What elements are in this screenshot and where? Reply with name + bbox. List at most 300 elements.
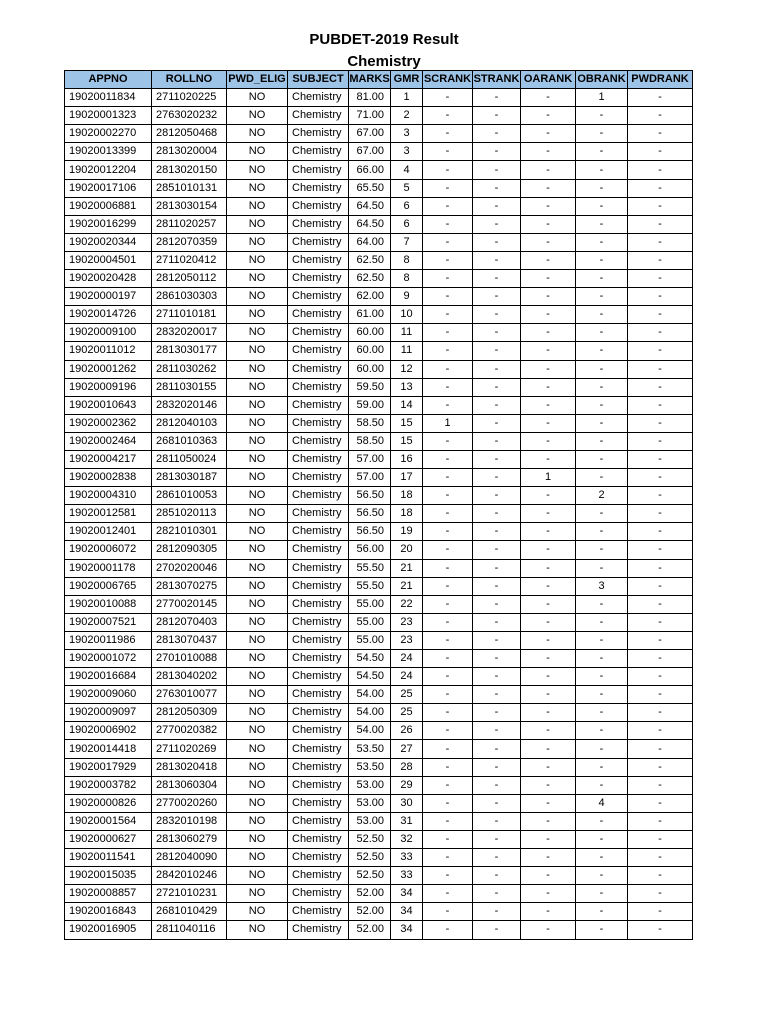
table-row bbox=[65, 668, 693, 686]
cell-appno: 19020009196 bbox=[65, 378, 152, 396]
column-header-marks: MARKS bbox=[349, 71, 391, 89]
cell-rollno: 2812050112 bbox=[152, 270, 227, 288]
cell-marks: 55.50 bbox=[349, 559, 391, 577]
cell-obrank: - bbox=[576, 812, 628, 830]
cell-gmr: 6 bbox=[391, 197, 423, 215]
table-row bbox=[65, 523, 693, 541]
cell-scrank: - bbox=[423, 631, 473, 649]
cell-gmr: 29 bbox=[391, 776, 423, 794]
cell-scrank: - bbox=[423, 306, 473, 324]
cell-pwd-elig: NO bbox=[227, 686, 288, 704]
cell-marks: 56.50 bbox=[349, 505, 391, 523]
cell-subject: Chemistry bbox=[288, 595, 349, 613]
cell-appno: 19020004217 bbox=[65, 450, 152, 468]
cell-obrank: - bbox=[576, 559, 628, 577]
cell-gmr: 19 bbox=[391, 523, 423, 541]
cell-pwdrank: - bbox=[628, 686, 693, 704]
cell-pwd-elig: NO bbox=[227, 107, 288, 125]
table-row bbox=[65, 921, 693, 939]
cell-pwdrank: - bbox=[628, 650, 693, 668]
cell-appno: 19020002838 bbox=[65, 469, 152, 487]
cell-pwd-elig: NO bbox=[227, 306, 288, 324]
column-header-rollno: ROLLNO bbox=[152, 71, 227, 89]
cell-pwdrank: - bbox=[628, 849, 693, 867]
table-row bbox=[65, 595, 693, 613]
cell-oarank: - bbox=[521, 812, 576, 830]
cell-rollno: 2813020150 bbox=[152, 161, 227, 179]
table-row bbox=[65, 469, 693, 487]
cell-pwdrank: - bbox=[628, 577, 693, 595]
cell-scrank: - bbox=[423, 577, 473, 595]
cell-pwd-elig: NO bbox=[227, 921, 288, 939]
table-row bbox=[65, 631, 693, 649]
cell-strank: - bbox=[473, 107, 521, 125]
cell-appno: 19020008857 bbox=[65, 885, 152, 903]
cell-strank: - bbox=[473, 613, 521, 631]
cell-pwd-elig: NO bbox=[227, 125, 288, 143]
cell-pwd-elig: NO bbox=[227, 396, 288, 414]
cell-subject: Chemistry bbox=[288, 559, 349, 577]
cell-pwdrank: - bbox=[628, 197, 693, 215]
cell-obrank: - bbox=[576, 360, 628, 378]
cell-rollno: 2821010301 bbox=[152, 523, 227, 541]
cell-appno: 19020012581 bbox=[65, 505, 152, 523]
cell-pwdrank: - bbox=[628, 812, 693, 830]
cell-rollno: 2701010088 bbox=[152, 650, 227, 668]
cell-appno: 19020007521 bbox=[65, 613, 152, 631]
cell-scrank: - bbox=[423, 233, 473, 251]
cell-subject: Chemistry bbox=[288, 270, 349, 288]
table-row bbox=[65, 288, 693, 306]
table-row bbox=[65, 849, 693, 867]
cell-pwdrank: - bbox=[628, 921, 693, 939]
cell-subject: Chemistry bbox=[288, 921, 349, 939]
cell-rollno: 2763010077 bbox=[152, 686, 227, 704]
table-row bbox=[65, 722, 693, 740]
cell-obrank: - bbox=[576, 523, 628, 541]
table-row bbox=[65, 342, 693, 360]
cell-marks: 60.00 bbox=[349, 324, 391, 342]
column-header-pwd-elig: PWD_ELIG bbox=[227, 71, 288, 89]
cell-pwdrank: - bbox=[628, 794, 693, 812]
cell-marks: 54.50 bbox=[349, 650, 391, 668]
column-header-subject: SUBJECT bbox=[288, 71, 349, 89]
cell-rollno: 2812050309 bbox=[152, 704, 227, 722]
cell-subject: Chemistry bbox=[288, 288, 349, 306]
cell-obrank: - bbox=[576, 125, 628, 143]
cell-oarank: - bbox=[521, 450, 576, 468]
cell-rollno: 2811020257 bbox=[152, 215, 227, 233]
cell-marks: 53.00 bbox=[349, 794, 391, 812]
cell-marks: 57.00 bbox=[349, 469, 391, 487]
cell-strank: - bbox=[473, 776, 521, 794]
cell-scrank: - bbox=[423, 288, 473, 306]
cell-obrank: - bbox=[576, 143, 628, 161]
cell-obrank: - bbox=[576, 342, 628, 360]
cell-scrank: - bbox=[423, 125, 473, 143]
cell-obrank: - bbox=[576, 450, 628, 468]
table-row bbox=[65, 577, 693, 595]
cell-appno: 19020009097 bbox=[65, 704, 152, 722]
cell-strank: - bbox=[473, 125, 521, 143]
cell-strank: - bbox=[473, 885, 521, 903]
cell-gmr: 27 bbox=[391, 740, 423, 758]
cell-pwd-elig: NO bbox=[227, 233, 288, 251]
table-row bbox=[65, 251, 693, 269]
cell-pwd-elig: NO bbox=[227, 89, 288, 107]
cell-strank: - bbox=[473, 270, 521, 288]
cell-pwdrank: - bbox=[628, 830, 693, 848]
cell-oarank: - bbox=[521, 668, 576, 686]
cell-strank: - bbox=[473, 197, 521, 215]
cell-oarank: - bbox=[521, 215, 576, 233]
cell-scrank: - bbox=[423, 197, 473, 215]
cell-pwdrank: - bbox=[628, 631, 693, 649]
table-row bbox=[65, 704, 693, 722]
cell-gmr: 21 bbox=[391, 559, 423, 577]
cell-oarank: - bbox=[521, 487, 576, 505]
cell-gmr: 4 bbox=[391, 161, 423, 179]
cell-pwd-elig: NO bbox=[227, 758, 288, 776]
cell-gmr: 10 bbox=[391, 306, 423, 324]
cell-oarank: - bbox=[521, 704, 576, 722]
cell-rollno: 2770020382 bbox=[152, 722, 227, 740]
cell-pwdrank: - bbox=[628, 867, 693, 885]
cell-gmr: 21 bbox=[391, 577, 423, 595]
table-row bbox=[65, 686, 693, 704]
cell-oarank: - bbox=[521, 776, 576, 794]
cell-scrank: - bbox=[423, 360, 473, 378]
cell-obrank: - bbox=[576, 197, 628, 215]
cell-marks: 54.00 bbox=[349, 722, 391, 740]
cell-subject: Chemistry bbox=[288, 89, 349, 107]
cell-obrank: - bbox=[576, 215, 628, 233]
cell-rollno: 2813030177 bbox=[152, 342, 227, 360]
cell-subject: Chemistry bbox=[288, 251, 349, 269]
cell-subject: Chemistry bbox=[288, 577, 349, 595]
cell-strank: - bbox=[473, 505, 521, 523]
cell-strank: - bbox=[473, 288, 521, 306]
cell-subject: Chemistry bbox=[288, 704, 349, 722]
column-header-obrank: OBRANK bbox=[576, 71, 628, 89]
cell-obrank: 3 bbox=[576, 577, 628, 595]
cell-marks: 52.50 bbox=[349, 867, 391, 885]
cell-appno: 19020016684 bbox=[65, 668, 152, 686]
cell-strank: - bbox=[473, 487, 521, 505]
table-row bbox=[65, 215, 693, 233]
table-row bbox=[65, 776, 693, 794]
cell-strank: - bbox=[473, 849, 521, 867]
cell-obrank: - bbox=[576, 722, 628, 740]
cell-subject: Chemistry bbox=[288, 867, 349, 885]
cell-gmr: 32 bbox=[391, 830, 423, 848]
cell-subject: Chemistry bbox=[288, 740, 349, 758]
cell-rollno: 2832020146 bbox=[152, 396, 227, 414]
cell-subject: Chemistry bbox=[288, 758, 349, 776]
cell-strank: - bbox=[473, 903, 521, 921]
cell-gmr: 2 bbox=[391, 107, 423, 125]
cell-pwdrank: - bbox=[628, 668, 693, 686]
cell-gmr: 18 bbox=[391, 487, 423, 505]
cell-scrank: - bbox=[423, 487, 473, 505]
cell-subject: Chemistry bbox=[288, 378, 349, 396]
cell-pwdrank: - bbox=[628, 541, 693, 559]
cell-pwdrank: - bbox=[628, 414, 693, 432]
cell-subject: Chemistry bbox=[288, 903, 349, 921]
cell-subject: Chemistry bbox=[288, 830, 349, 848]
table-row bbox=[65, 197, 693, 215]
cell-gmr: 34 bbox=[391, 903, 423, 921]
cell-gmr: 12 bbox=[391, 360, 423, 378]
cell-strank: - bbox=[473, 414, 521, 432]
cell-marks: 53.00 bbox=[349, 776, 391, 794]
cell-pwdrank: - bbox=[628, 360, 693, 378]
cell-pwd-elig: NO bbox=[227, 432, 288, 450]
cell-oarank: - bbox=[521, 251, 576, 269]
cell-rollno: 2812040090 bbox=[152, 849, 227, 867]
cell-oarank: - bbox=[521, 197, 576, 215]
cell-rollno: 2813030187 bbox=[152, 469, 227, 487]
cell-subject: Chemistry bbox=[288, 215, 349, 233]
cell-gmr: 33 bbox=[391, 849, 423, 867]
cell-rollno: 2811050024 bbox=[152, 450, 227, 468]
cell-scrank: - bbox=[423, 342, 473, 360]
cell-strank: - bbox=[473, 758, 521, 776]
cell-obrank: - bbox=[576, 650, 628, 668]
cell-pwd-elig: NO bbox=[227, 722, 288, 740]
cell-scrank: - bbox=[423, 270, 473, 288]
cell-appno: 19020004310 bbox=[65, 487, 152, 505]
cell-pwdrank: - bbox=[628, 722, 693, 740]
cell-scrank: - bbox=[423, 867, 473, 885]
cell-subject: Chemistry bbox=[288, 668, 349, 686]
cell-appno: 19020006072 bbox=[65, 541, 152, 559]
cell-marks: 55.50 bbox=[349, 577, 391, 595]
cell-obrank: - bbox=[576, 288, 628, 306]
cell-scrank: - bbox=[423, 559, 473, 577]
cell-scrank: - bbox=[423, 505, 473, 523]
cell-obrank: - bbox=[576, 432, 628, 450]
cell-obrank: - bbox=[576, 270, 628, 288]
cell-strank: - bbox=[473, 867, 521, 885]
cell-oarank: - bbox=[521, 541, 576, 559]
cell-subject: Chemistry bbox=[288, 776, 349, 794]
cell-scrank: - bbox=[423, 107, 473, 125]
cell-rollno: 2811030262 bbox=[152, 360, 227, 378]
cell-gmr: 11 bbox=[391, 324, 423, 342]
cell-rollno: 2813040202 bbox=[152, 668, 227, 686]
cell-subject: Chemistry bbox=[288, 686, 349, 704]
cell-rollno: 2851010131 bbox=[152, 179, 227, 197]
cell-obrank: - bbox=[576, 668, 628, 686]
cell-appno: 19020016299 bbox=[65, 215, 152, 233]
cell-marks: 52.50 bbox=[349, 830, 391, 848]
cell-appno: 19020000197 bbox=[65, 288, 152, 306]
cell-appno: 19020015035 bbox=[65, 867, 152, 885]
cell-rollno: 2812070359 bbox=[152, 233, 227, 251]
cell-pwd-elig: NO bbox=[227, 541, 288, 559]
cell-subject: Chemistry bbox=[288, 487, 349, 505]
cell-oarank: - bbox=[521, 270, 576, 288]
cell-gmr: 5 bbox=[391, 179, 423, 197]
cell-pwdrank: - bbox=[628, 776, 693, 794]
cell-appno: 19020009060 bbox=[65, 686, 152, 704]
cell-pwd-elig: NO bbox=[227, 342, 288, 360]
cell-oarank: - bbox=[521, 89, 576, 107]
cell-marks: 62.50 bbox=[349, 251, 391, 269]
cell-oarank: - bbox=[521, 650, 576, 668]
table-row bbox=[65, 306, 693, 324]
cell-pwdrank: - bbox=[628, 342, 693, 360]
column-header-strank: STRANK bbox=[473, 71, 521, 89]
cell-oarank: - bbox=[521, 342, 576, 360]
cell-strank: - bbox=[473, 650, 521, 668]
cell-rollno: 2811030155 bbox=[152, 378, 227, 396]
cell-pwd-elig: NO bbox=[227, 505, 288, 523]
cell-marks: 61.00 bbox=[349, 306, 391, 324]
cell-marks: 54.50 bbox=[349, 668, 391, 686]
cell-pwd-elig: NO bbox=[227, 161, 288, 179]
cell-rollno: 2832010198 bbox=[152, 812, 227, 830]
cell-scrank: - bbox=[423, 161, 473, 179]
cell-pwd-elig: NO bbox=[227, 288, 288, 306]
cell-marks: 66.00 bbox=[349, 161, 391, 179]
cell-oarank: - bbox=[521, 125, 576, 143]
cell-pwd-elig: NO bbox=[227, 450, 288, 468]
cell-oarank: - bbox=[521, 523, 576, 541]
table-row bbox=[65, 487, 693, 505]
cell-pwdrank: - bbox=[628, 469, 693, 487]
cell-pwd-elig: NO bbox=[227, 559, 288, 577]
cell-pwdrank: - bbox=[628, 487, 693, 505]
cell-appno: 19020011541 bbox=[65, 849, 152, 867]
cell-strank: - bbox=[473, 794, 521, 812]
cell-oarank: - bbox=[521, 432, 576, 450]
cell-scrank: - bbox=[423, 650, 473, 668]
cell-marks: 52.00 bbox=[349, 921, 391, 939]
cell-pwd-elig: NO bbox=[227, 595, 288, 613]
cell-scrank: - bbox=[423, 251, 473, 269]
cell-obrank: - bbox=[576, 704, 628, 722]
cell-pwdrank: - bbox=[628, 179, 693, 197]
cell-scrank: - bbox=[423, 704, 473, 722]
cell-marks: 52.00 bbox=[349, 903, 391, 921]
table-row bbox=[65, 505, 693, 523]
cell-obrank: - bbox=[576, 885, 628, 903]
cell-pwd-elig: NO bbox=[227, 650, 288, 668]
cell-rollno: 2702020046 bbox=[152, 559, 227, 577]
cell-obrank: - bbox=[576, 306, 628, 324]
cell-rollno: 2763020232 bbox=[152, 107, 227, 125]
cell-marks: 52.00 bbox=[349, 885, 391, 903]
cell-gmr: 34 bbox=[391, 885, 423, 903]
cell-subject: Chemistry bbox=[288, 722, 349, 740]
cell-marks: 54.00 bbox=[349, 704, 391, 722]
cell-pwd-elig: NO bbox=[227, 215, 288, 233]
cell-appno: 19020002362 bbox=[65, 414, 152, 432]
cell-oarank: - bbox=[521, 740, 576, 758]
cell-rollno: 2721010231 bbox=[152, 885, 227, 903]
cell-rollno: 2812070403 bbox=[152, 613, 227, 631]
cell-pwdrank: - bbox=[628, 523, 693, 541]
cell-rollno: 2770020260 bbox=[152, 794, 227, 812]
cell-rollno: 2711020225 bbox=[152, 89, 227, 107]
cell-strank: - bbox=[473, 215, 521, 233]
cell-oarank: - bbox=[521, 867, 576, 885]
table-row bbox=[65, 613, 693, 631]
cell-marks: 81.00 bbox=[349, 89, 391, 107]
cell-gmr: 31 bbox=[391, 812, 423, 830]
cell-gmr: 22 bbox=[391, 595, 423, 613]
cell-obrank: - bbox=[576, 903, 628, 921]
cell-oarank: - bbox=[521, 396, 576, 414]
cell-pwd-elig: NO bbox=[227, 867, 288, 885]
cell-marks: 55.00 bbox=[349, 631, 391, 649]
cell-gmr: 23 bbox=[391, 631, 423, 649]
cell-appno: 19020020344 bbox=[65, 233, 152, 251]
cell-scrank: - bbox=[423, 378, 473, 396]
cell-subject: Chemistry bbox=[288, 306, 349, 324]
cell-marks: 53.50 bbox=[349, 740, 391, 758]
cell-scrank: - bbox=[423, 686, 473, 704]
cell-subject: Chemistry bbox=[288, 233, 349, 251]
cell-pwdrank: - bbox=[628, 885, 693, 903]
cell-rollno: 2711020412 bbox=[152, 251, 227, 269]
cell-marks: 58.50 bbox=[349, 432, 391, 450]
cell-gmr: 7 bbox=[391, 233, 423, 251]
cell-gmr: 14 bbox=[391, 396, 423, 414]
cell-rollno: 2711010181 bbox=[152, 306, 227, 324]
table-row bbox=[65, 143, 693, 161]
cell-marks: 55.00 bbox=[349, 595, 391, 613]
cell-obrank: - bbox=[576, 921, 628, 939]
cell-pwdrank: - bbox=[628, 740, 693, 758]
cell-scrank: - bbox=[423, 396, 473, 414]
cell-strank: - bbox=[473, 360, 521, 378]
cell-pwd-elig: NO bbox=[227, 197, 288, 215]
cell-scrank: - bbox=[423, 921, 473, 939]
cell-pwdrank: - bbox=[628, 161, 693, 179]
cell-rollno: 2851020113 bbox=[152, 505, 227, 523]
cell-obrank: 2 bbox=[576, 487, 628, 505]
cell-pwdrank: - bbox=[628, 505, 693, 523]
cell-subject: Chemistry bbox=[288, 794, 349, 812]
cell-pwdrank: - bbox=[628, 107, 693, 125]
cell-oarank: - bbox=[521, 577, 576, 595]
cell-strank: - bbox=[473, 306, 521, 324]
cell-strank: - bbox=[473, 921, 521, 939]
column-header-pwdrank: PWDRANK bbox=[628, 71, 693, 89]
cell-obrank: - bbox=[576, 396, 628, 414]
cell-obrank: - bbox=[576, 233, 628, 251]
cell-scrank: - bbox=[423, 523, 473, 541]
cell-gmr: 9 bbox=[391, 288, 423, 306]
cell-gmr: 34 bbox=[391, 921, 423, 939]
cell-rollno: 2813020004 bbox=[152, 143, 227, 161]
cell-marks: 64.00 bbox=[349, 233, 391, 251]
cell-marks: 64.50 bbox=[349, 215, 391, 233]
table-row bbox=[65, 450, 693, 468]
cell-gmr: 25 bbox=[391, 686, 423, 704]
cell-scrank: - bbox=[423, 740, 473, 758]
cell-pwdrank: - bbox=[628, 143, 693, 161]
cell-appno: 19020000627 bbox=[65, 830, 152, 848]
cell-strank: - bbox=[473, 89, 521, 107]
cell-marks: 67.00 bbox=[349, 125, 391, 143]
table-row bbox=[65, 270, 693, 288]
cell-obrank: - bbox=[576, 776, 628, 794]
cell-pwd-elig: NO bbox=[227, 270, 288, 288]
